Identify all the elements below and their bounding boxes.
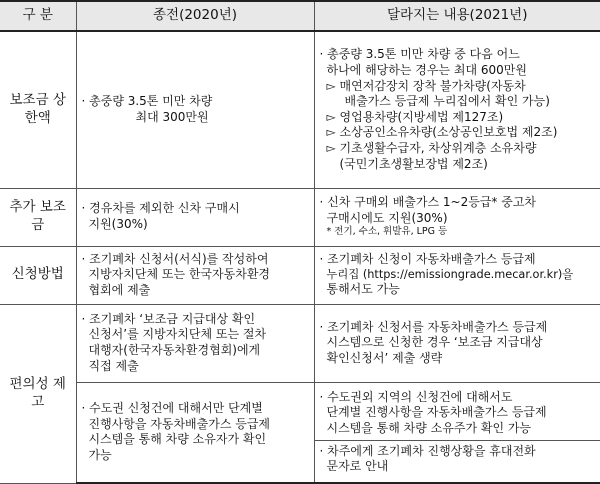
old-convenience-a-line: 신청서’를 지방자치단체 또는 절차 (82, 327, 309, 343)
new-convenience-a-line: · 조기폐차 신청서를 자동차배출가스 등급제 (320, 320, 596, 336)
new-convenience-b1-line: 시스템을 통해 차량 소유주가 확인 가능 (320, 421, 596, 437)
new-convenience-b2-line: · 차주에게 조기폐차 진행상황을 휴대전화 (320, 444, 596, 460)
old-subsidy-limit (76, 31, 314, 188)
old-application-line: 지방자치단체 또는 한국자동차환경 (82, 267, 309, 283)
category-subsidy-limit: 보조금 상한액 (0, 31, 76, 188)
new-subsidy-limit-line: 배출가스 등급제 누리집에서 확인 가능) (320, 94, 596, 110)
old-convenience-b-line: · 수도권 신청건에 대해서만 단계별 (82, 401, 309, 417)
row-subsidy-limit (0, 31, 600, 188)
new-convenience-a-line: 시스템으로 신청한 경우 ‘보조금 지급대상 (320, 335, 596, 351)
old-subsidy-limit-line: · 총중량 3.5톤 미만 차량 (82, 94, 309, 110)
new-convenience-b2 (315, 441, 600, 478)
new-convenience-a-line: 확인신청서’ 제출 생략 (320, 351, 596, 367)
row-convenience-a (0, 304, 600, 382)
new-application (314, 246, 600, 304)
old-convenience-a (76, 304, 314, 382)
old-application-line: 협회에 제출 (82, 283, 309, 299)
new-convenience-b (314, 382, 600, 483)
new-subsidy-limit-line: ▻ 영업용차량(지방세법 제127조) (320, 110, 596, 126)
new-subsidy-limit (314, 31, 600, 188)
new-application-line: 누리집 (https://emissiongrade.mecar.or.kr)을 (320, 268, 596, 283)
old-convenience-b-line: 가능 (82, 448, 309, 464)
old-subsidy-limit-line: 최대 300만원 (82, 110, 309, 126)
new-application-line: · 조기폐차 신청이 자동차배출가스 등급제 (320, 252, 596, 268)
old-additional-subsidy-line: · 경유차를 제외한 신차 구매시 (82, 201, 309, 217)
new-additional-subsidy-line: 구매시에도 지원(30%) (320, 211, 596, 227)
new-additional-subsidy-line: · 신차 구매외 배출가스 1~2등급* 중고차 (320, 195, 596, 211)
new-convenience-b2-line: 문자로 안내 (320, 459, 596, 475)
new-subsidy-limit-line: · 총중량 3.5톤 미만 차량 중 다음 어느 (320, 47, 596, 63)
row-application (0, 246, 600, 304)
old-additional-subsidy (76, 188, 314, 246)
category-additional-subsidy: 추가 보조금 (0, 188, 76, 246)
old-convenience-b-line: 시스템을 통해 차량 소유자가 확인 (82, 432, 309, 448)
new-convenience-b1-line: 단계별 진행사항을 자동차배출가스 등급제 (320, 405, 596, 421)
new-subsidy-limit-line: ▻ 기초생활수급자, 차상위계층 소유차량 (320, 141, 596, 157)
header-category: 구 분 (0, 1, 76, 31)
old-application (76, 246, 314, 304)
header-changes-2021: 달라지는 내용(2021년) (314, 1, 600, 31)
new-subsidy-limit-line: ▻ 매연저감장치 장착 불가차량(자동차 (320, 79, 596, 95)
new-convenience-a (314, 304, 600, 382)
row-additional-subsidy (0, 188, 600, 246)
old-additional-subsidy-line: 지원(30%) (82, 217, 309, 233)
new-subsidy-limit-line: ▻ 소상공인소유차량(소상공인보호법 제2조) (320, 125, 596, 141)
header-previous-2020: 종전(2020년) (76, 1, 314, 31)
old-convenience-a-line: · 조기폐차 ‘보조금 지급대상 확인 (82, 312, 309, 328)
header-row (0, 1, 600, 31)
old-application-line: · 조기폐차 신청서(서식)를 작성하여 (82, 252, 309, 268)
category-convenience: 편의성 제고 (0, 304, 76, 483)
new-subsidy-limit-line: (국민기초생활보장법 제2조) (320, 157, 596, 173)
new-application-line: 통해서도 가능 (320, 282, 596, 298)
category-application: 신청방법 (0, 246, 76, 304)
old-convenience-a-line: 대행자(한국자동차환경협회)에게 (82, 343, 309, 359)
old-convenience-a-line: 직접 제출 (82, 359, 309, 375)
row-convenience-b (0, 382, 600, 483)
footnote-fuel-types: * 전기, 수소, 휘발유, LPG 등 (320, 226, 596, 238)
old-convenience-b-line: 진행사항을 자동차배출가스 등급제 (82, 417, 309, 433)
new-additional-subsidy (314, 188, 600, 246)
new-convenience-b1-line: · 수도권외 지역의 신청건에 대해서도 (320, 390, 596, 406)
old-convenience-b (76, 382, 314, 483)
new-convenience-b1 (315, 387, 600, 441)
new-subsidy-limit-line: 하나에 해당하는 경우는 최대 600만원 (320, 63, 596, 79)
